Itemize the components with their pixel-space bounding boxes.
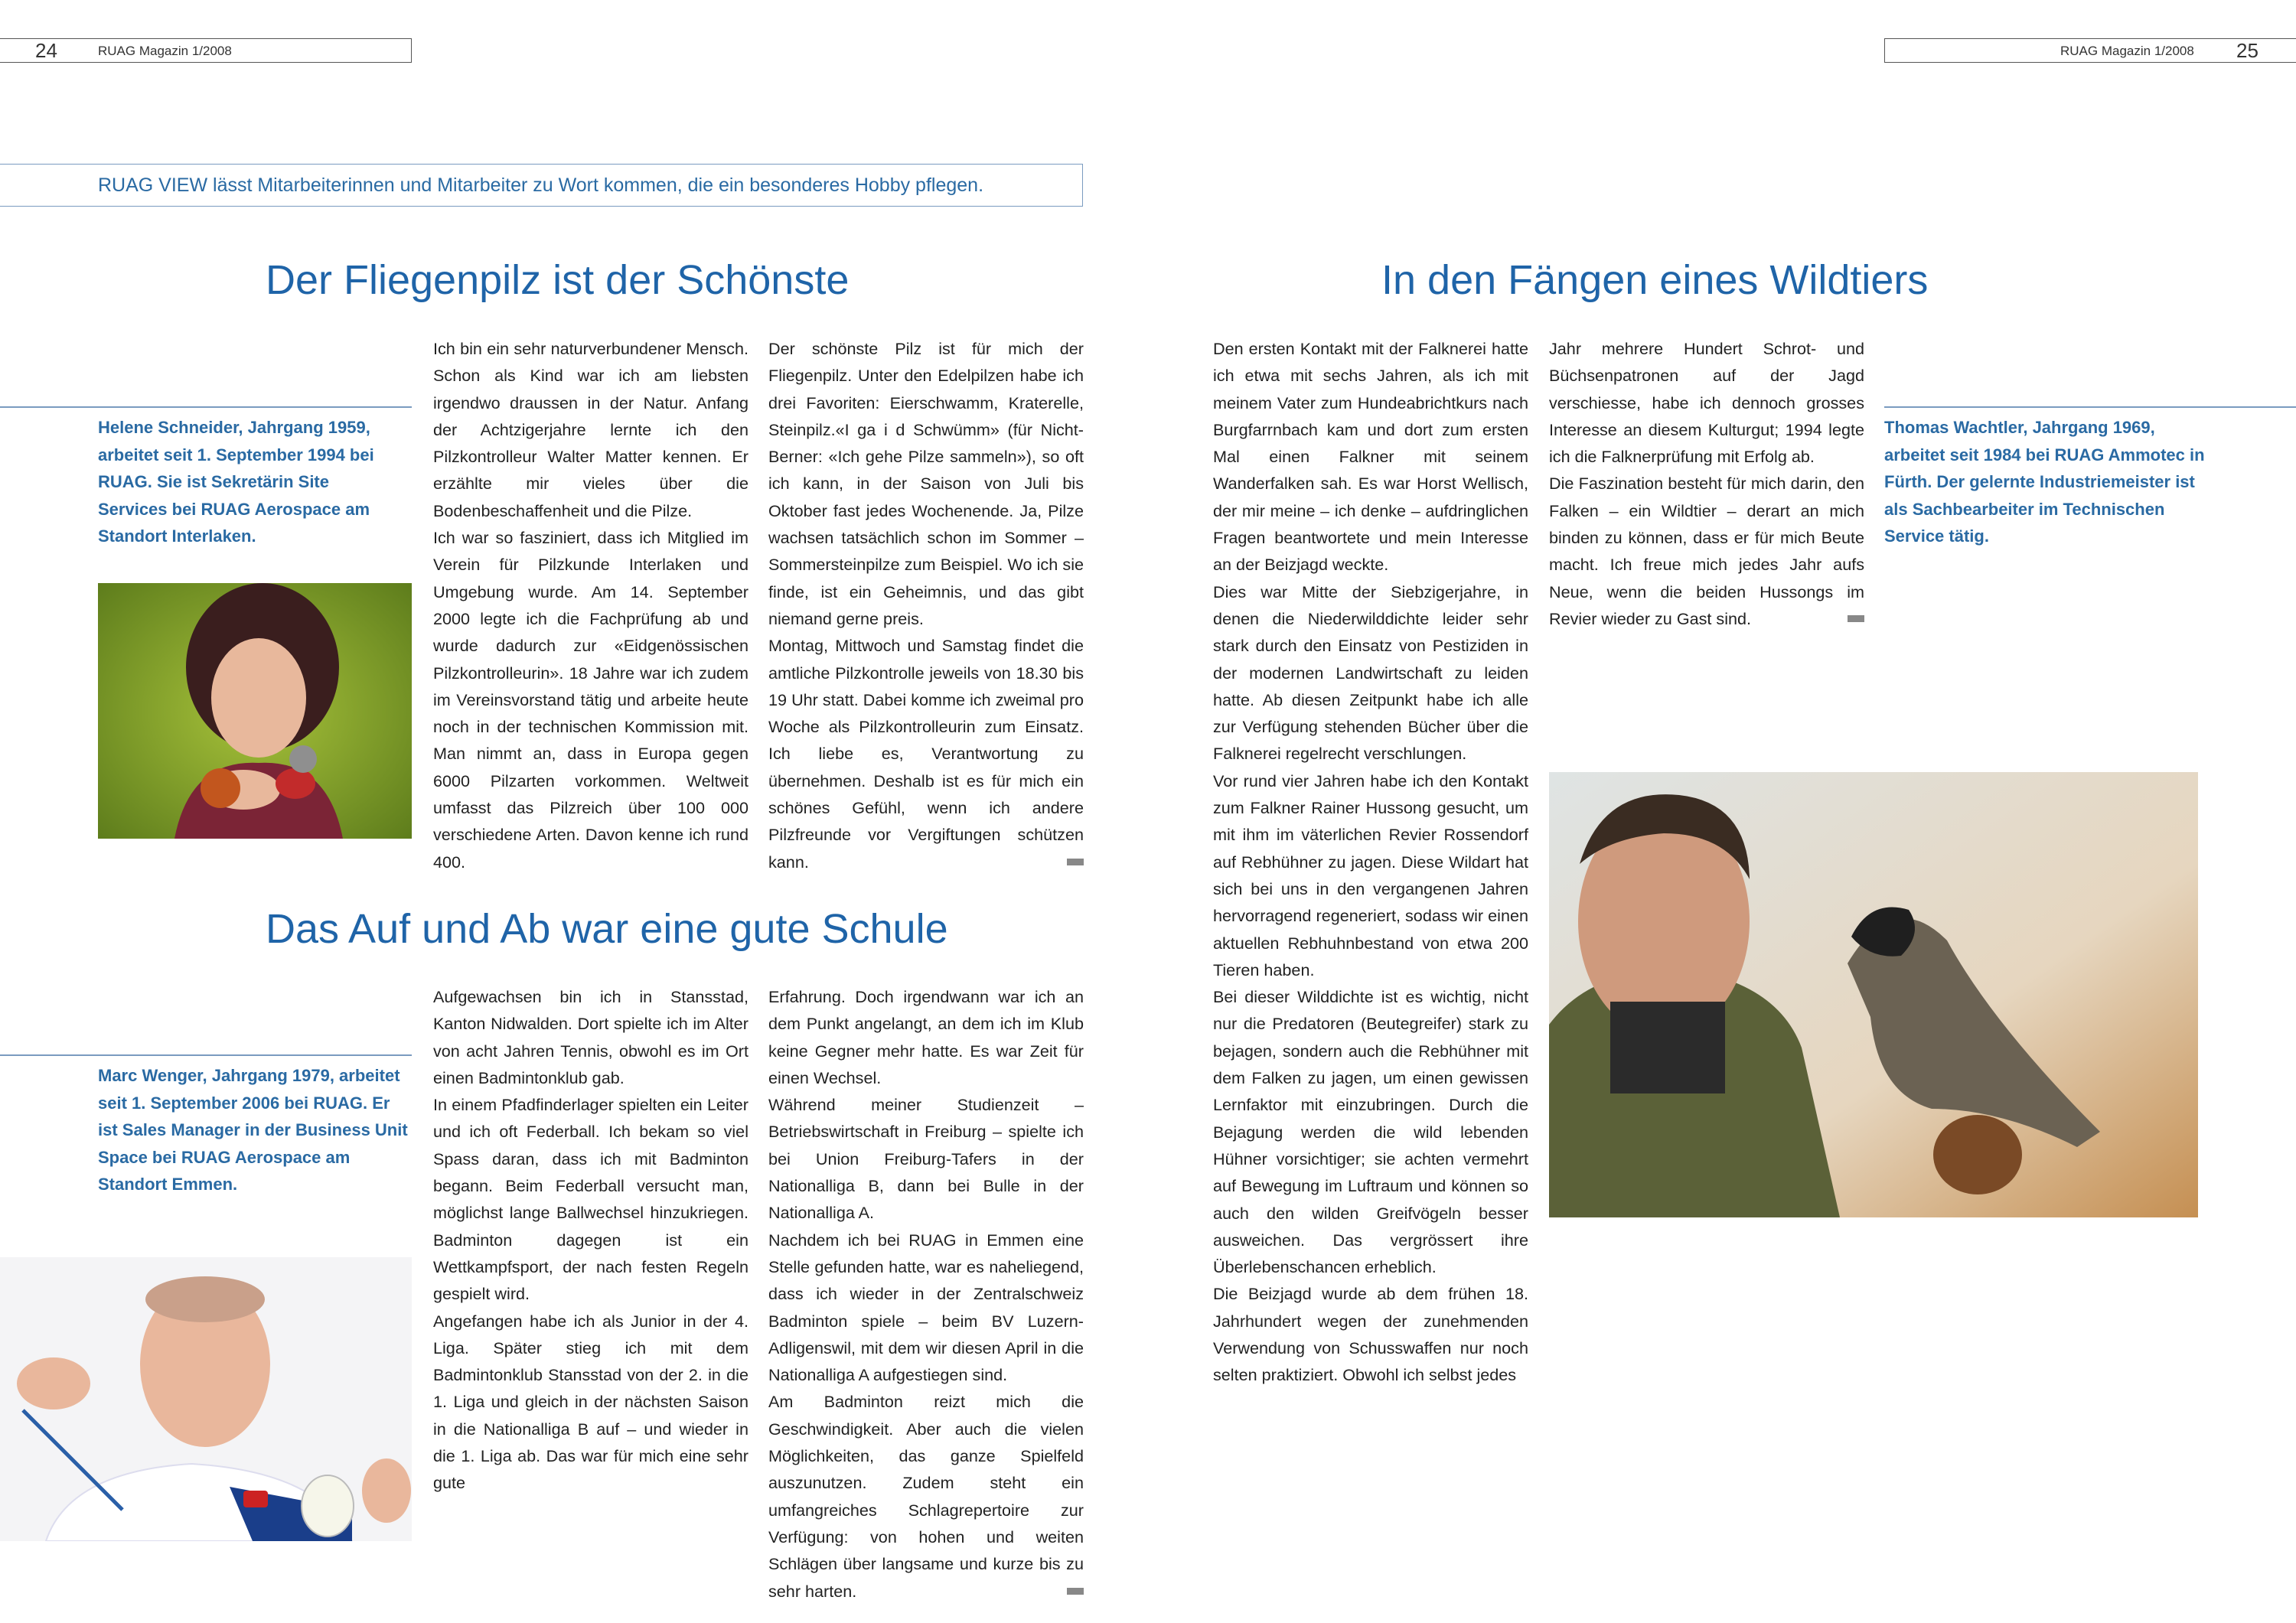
paragraph: Aufgewachsen bin ich in Stansstad, Kanton Nidwalden. Dort spielte ich im Alter von acht Jahren Tennis, obwohl es im Ort einen Badmintonklub gab.: [433, 987, 748, 1087]
left-page-number: 24: [35, 39, 57, 62]
paragraph: Der schönste Pilz ist für mich der Fliegenpilz. Unter den Edelpilzen habe ich drei Favoriten: Eierschwamm, Kraterelle, Steinpilz.«I ga i d Schwümm» (für Nicht-Berner: «Ich gehe Pilze sammeln»), so oft ich kann, in der Saison von Juli bis Oktober fast jedes Wochenende. Ja, Pilze wachsen tatsächlich schon im Sommer – Sommersteinpilze zum Beispiel. Wo ich sie finde, ist ein Geheimnis, und das gibt niemand gerne preis.: [768, 339, 1084, 628]
article1-photo: [98, 583, 412, 839]
paragraph: Nachdem ich bei RUAG in Emmen eine Stelle gefunden hatte, war es naheliegend, dass ich wieder in der Zentralschweiz Badminton spiele – beim BV Luzern-Adligenswil, mit dem wir diesen April in die Nationalliga A aufgestiegen sind.: [768, 1230, 1084, 1385]
right-magazine-label: RUAG Magazin 1/2008: [2060, 44, 2194, 58]
article3-bio: Thomas Wachtler, Jahrgang 1969, arbeitet seit 1984 bei RUAG Ammotec in Fürth. Der gelernte Industriemeister ist als Sachbearbeiter im Technischen Service tätig.: [1884, 418, 2205, 546]
article3-photo: [1549, 772, 2198, 1217]
paragraph: [1549, 470, 1864, 632]
paragraph-text: Die Faszination besteht für mich darin, den Falken – ein Wildtier – derart an mich binden zu können, dass er für mich Beute macht. Ich freue mich jedes Jahr aufs Neue, wenn die beiden Hussongs im Revier wieder zu Gast sind.: [1549, 474, 1864, 628]
end-mark-icon: [1067, 1588, 1084, 1595]
article2-bio: Marc Wenger, Jahrgang 1979, arbeitet seit 1. September 2006 bei RUAG. Er ist Sales Manager in der Business Unit Space bei RUAG Aerospace am Standort Emmen.: [98, 1066, 408, 1194]
article1-title: Der Fliegenpilz ist der Schönste: [266, 257, 850, 303]
article3-column-1: [1213, 335, 1528, 1389]
paragraph: Ich bin ein sehr naturverbundener Mensch. Schon als Kind war ich am liebsten irgendwo draussen in der Natur. Anfang der Achtzigerjahre lernte ich den Pilzkontrolleur Walter Matter kennen. Er erzählte mir vieles über die Bodenbeschaffenheit und die Pilze.: [433, 339, 748, 520]
paragraph: Jahr mehrere Hundert Schrot- und Büchsenpatronen auf der Jagd verschiesse, habe ich dennoch grosses Interesse an diesem Kulturgut; 1994 legte ich die Falknerprüfung mit Erfolg ab.: [1549, 339, 1864, 467]
end-mark-icon: [1067, 859, 1084, 865]
paragraph: Während meiner Studienzeit – Betriebswirtschaft in Freiburg – spielte ich bei Union Freiburg-Tafers in der Nationalliga B, dann bei Bulle in der Nationalliga A.: [768, 1095, 1084, 1223]
article1-column-1: [433, 335, 748, 875]
intro-text: RUAG VIEW lässt Mitarbeiterinnen und Mitarbeiter zu Wort kommen, die ein besonderes Hobby pflegen.: [98, 174, 984, 196]
paragraph: Ich war so fasziniert, dass ich Mitglied im Verein für Pilzkunde Interlaken und Umgebung wurde. Am 14. September 2000 legte ich die Fachprüfung ab und wurde dadurch zur «Eidgenössischen Pilzkontrolleurin». 18 Jahre war ich zudem im Vereinsvorstand tätig und arbeite heute noch in der technischen Kommission mit. Man nimmt an, dass in Europa gegen 6000 Pilzarten vorkommen. Weltweit umfasst das Pilzreich über 100 000 verschiedene Arten. Davon kenne ich rund 400.: [433, 528, 748, 872]
article3-rule: [1884, 406, 2296, 408]
paragraph: [768, 632, 1084, 875]
article2-rule: [0, 1054, 412, 1056]
paragraph: Den ersten Kontakt mit der Falknerei hatte ich etwa mit sechs Jahren, als ich mit meinem Vater zum Hundeabrichtkurs nach Burgfarrnbach kam und dort zum ersten Mal einen Falkner mit seinem Wanderfalken sah. Es war Horst Wellisch, der mir meine – ich denke – aufdringlichen Fragen beantwortete und mein Interesse an der Beizjagd weckte.: [1213, 339, 1528, 575]
paragraph: Vor rund vier Jahren habe ich den Kontakt zum Falkner Rainer Hussong gesucht, um mit ihm im väterlichen Revier Rossendorf auf Rebhühner zu jagen. Diese Wildart hat sich bei uns in den vergangenen Jahren hervorragend regeneriert, sodass wir einen aktuellen Rebhuhnbestand von etwa 200 Tieren haben.: [1213, 771, 1528, 979]
paragraph: Angefangen habe ich als Junior in der 4. Liga. Später stieg ich mit dem Badmintonklub Stansstad von der 2. in die 1. Liga und gleich in der nächsten Saison in die Nationalliga B auf – und wieder in die 1. Liga ab. Das war für mich eine sehr gute: [433, 1311, 748, 1493]
paragraph: Erfahrung. Doch irgendwann war ich an dem Punkt angelangt, an dem ich im Klub keine Gegner mehr hatte. Es war Zeit für einen Wechsel.: [768, 987, 1084, 1087]
end-mark-icon: [1848, 615, 1864, 622]
paragraph-text: Am Badminton reizt mich die Geschwindigkeit. Aber auch die vielen Möglichkeiten, das ganze Spielfeld auszunutzen. Zudem steht ein umfangreiches Schlagrepertoire zur Verfügung: von hohen und weiten Schlägen über langsame und kurze bis zu sehr harten.: [768, 1392, 1084, 1601]
article2-photo: [0, 1257, 412, 1541]
paragraph: In einem Pfadfinderlager spielten ein Leiter und ich oft Federball. Ich bekam so viel Spass daran, dass ich mit Badminton begann. Beim Federball versucht man, möglichst lange Ballwechsel hinzukriegen. Badminton dagegen ist ein Wettkampfsport, der nach festen Regeln gespielt wird.: [433, 1095, 748, 1304]
article3-title: In den Fängen eines Wildtiers: [1381, 257, 1929, 303]
article1-bio: Helene Schneider, Jahrgang 1959, arbeitet seit 1. September 1994 bei RUAG. Sie ist Sekretärin Site Services bei RUAG Aerospace am Standort Interlaken.: [98, 418, 374, 546]
article3-column-2: [1549, 335, 1864, 632]
paragraph: Dies war Mitte der Siebzigerjahre, in denen die Niederwilddichte leider sehr stark durch den Einsatz von Pestiziden in der modernen Landwirtschaft zu leiden hatte. Ab diesen Zeitpunkt habe ich alle zur Verfügung stehenden Bücher über die Falknerei regelrecht verschlungen.: [1213, 582, 1528, 764]
right-page-number: 25: [2236, 39, 2258, 62]
paragraph-text: Montag, Mittwoch und Samstag findet die amtliche Pilzkontrolle jeweils von 18.30 bis 19 Uhr statt. Dabei komme ich zweimal pro Woche als Pilzkontrolleurin zum Einsatz. Ich liebe es, Verantwortung zu übernehmen. Deshalb ist es für mich ein schönes Gefühl, wenn ich andere Pilzfreunde vor Vergiftungen schützen kann.: [768, 636, 1084, 872]
paragraph: Bei dieser Wilddichte ist es wichtig, nicht nur die Predatoren (Beutegreifer) stark zu bejagen, sondern auch die Rebhühner mit dem Falken zu jagen, um einen gewissen Lernfaktor mit einzubringen. Durch die Bejagung werden die wild lebenden Hühner vorsichtiger; sie achten vermehrt auf Bewegung im Luftraum und können so auch den wilden Greifvögeln besser ausweichen. Das vergrössert ihre Überlebenschancen erheblich.: [1213, 987, 1528, 1277]
paragraph: Die Beizjagd wurde ab dem frühen 18. Jahrhundert wegen der zunehmenden Verwendung von Schusswaffen nur noch selten praktiziert. Obwohl ich selbst jedes: [1213, 1284, 1528, 1385]
article1-rule: [0, 406, 412, 408]
article2-title: Das Auf und Ab war eine gute Schule: [266, 906, 948, 952]
paragraph: [768, 1388, 1084, 1604]
article2-column-1: [433, 983, 748, 1497]
left-magazine-label: RUAG Magazin 1/2008: [98, 44, 232, 58]
article2-column-2: [768, 983, 1084, 1605]
article1-column-2: [768, 335, 1084, 875]
